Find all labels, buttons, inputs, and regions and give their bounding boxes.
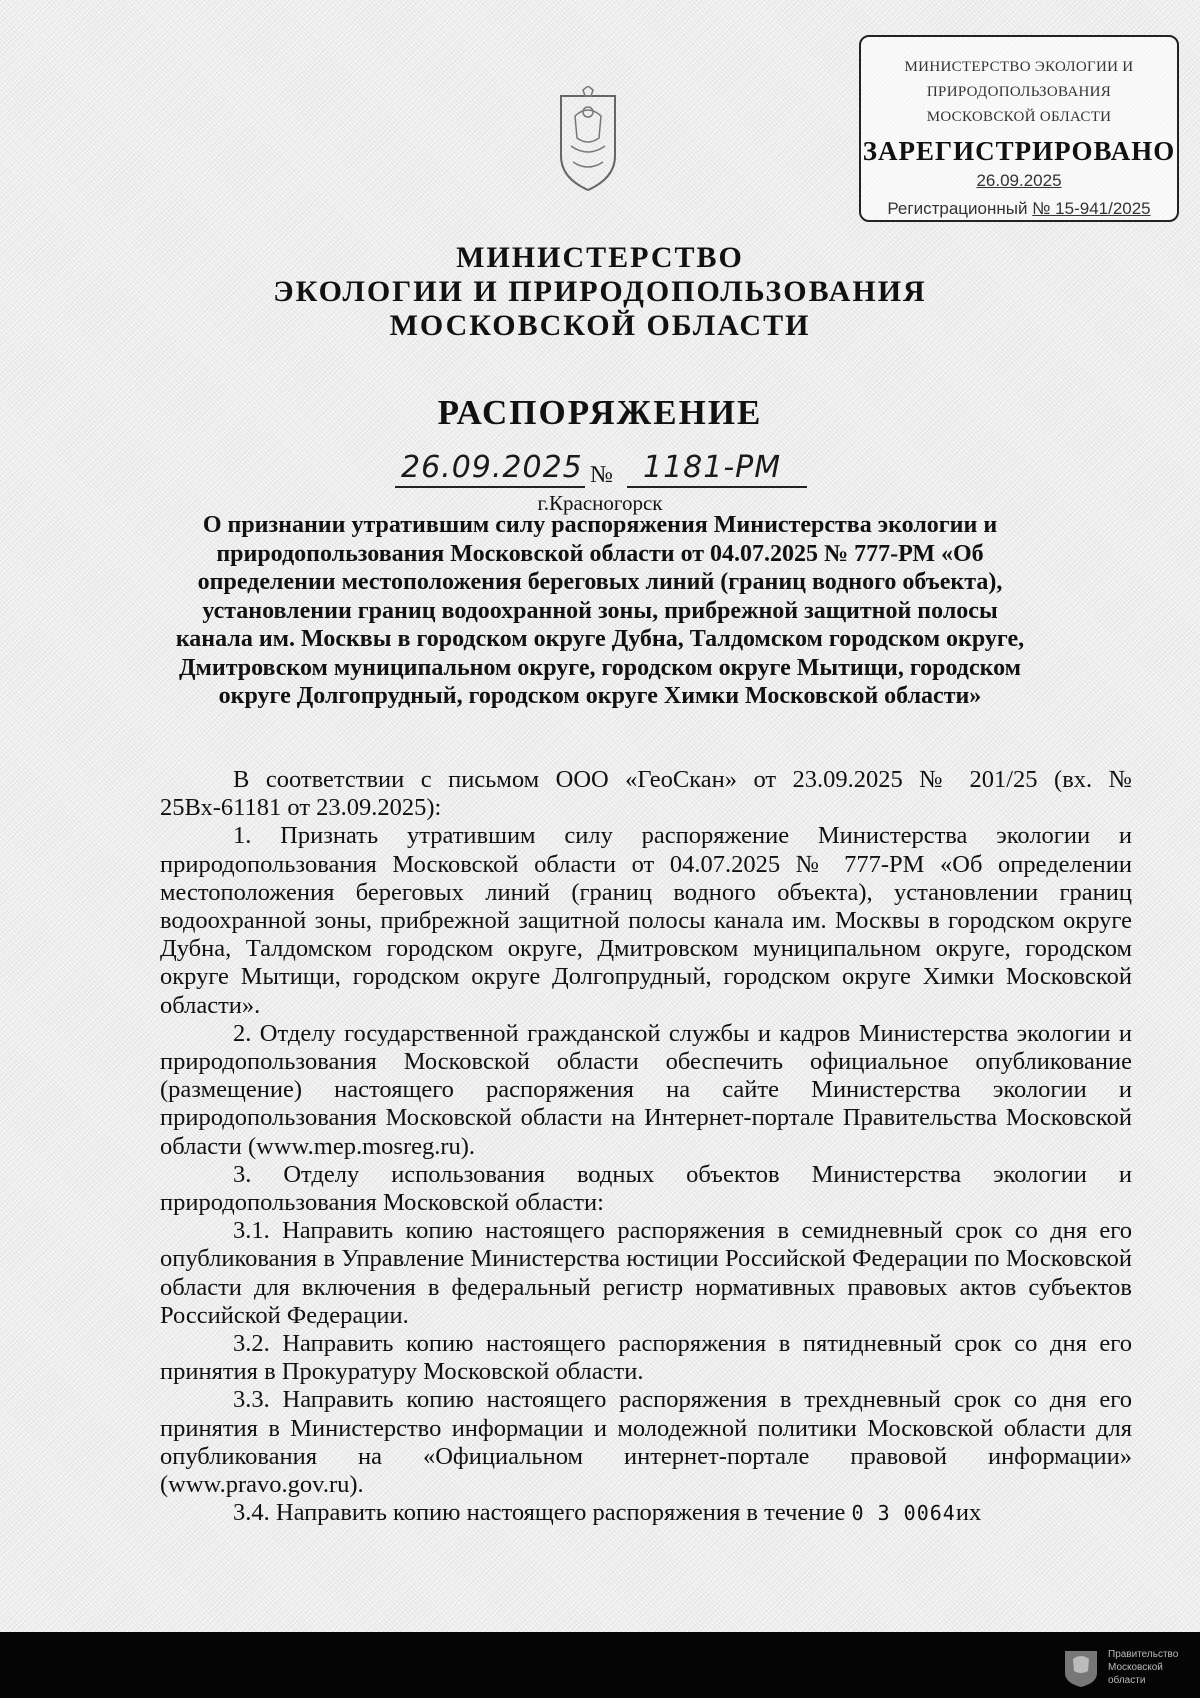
- document-body: [160, 766, 1132, 1527]
- handwritten-date: 26.09.2025: [401, 450, 583, 485]
- government-logo-icon: [1061, 1645, 1101, 1689]
- document-subject: О признании утратившим силу распоряжения Министерства экологии и природопользования Московской области от 04.07.2025 № 777-РМ «Об определении местоположения береговых линий (границ водного объекта), установлении границ водоохранной зоны, прибрежной защитной полосы канала им. Москвы в городском округе Дубна, Талдомском городском округе, Дмитровском муниципальном округе, городском округе Мытищи, городском округе Долгопрудный, городском округе Химки Московской области»: [175, 512, 1025, 709]
- paragraph: 3.3. Направить копию настоящего распоряжения в трехдневный срок со дня его принятия в Министерство информации и молодежной политики Московской области для опубликования на «Официальном интернет-портале правовой информации» (www.pravo.gov.ru).: [160, 1386, 1132, 1499]
- footer-caption: Правительство Московской области: [1108, 1649, 1179, 1686]
- paragraph: 3. Отделу использования водных объектов Министерства экологии и природопользования Московской области:: [160, 1160, 1132, 1217]
- stamp-date: 26.09.2025: [976, 171, 1062, 190]
- paragraph: 3.1. Направить копию настоящего распоряжения в семидневный срок со дня его опубликования в Управление Министерства юстиции Российской Федерации по Московской области для включения в федеральный регистр нормативных правовых актов субъектов Российской Федерации.: [160, 1217, 1132, 1329]
- paragraph: 3.4. Направить копию настоящего распоряжения в течение 0 3 0064их: [233, 1499, 982, 1527]
- date-number-line: [395, 450, 915, 490]
- number-symbol: №: [590, 462, 613, 488]
- footer-bar: [0, 1632, 1200, 1698]
- paragraph: 1. Признать утратившим силу распоряжение Министерства экологии и природопользования Московской области от 04.07.2025 № 777-РМ «Об определении местоположения береговых линий (границ водного объекта), установлении границ водоохранной зоны, прибрежной защитной полосы канала им. Москвы в городском округе Дубна, Талдомском городском округе, Дмитровском муниципальном округе, городском округе Мытищи, городском округе Долгопрудный, городском округе Химки Московской области».: [160, 822, 1132, 1019]
- document-type-title: РАСПОРЯЖЕНИЕ: [437, 393, 763, 432]
- coat-of-arms-icon: [553, 86, 623, 196]
- paragraph: 3.2. Направить копию настоящего распоряжения в пятидневный срок со дня его принятия в Прокуратуру Московской области.: [160, 1330, 1132, 1386]
- paragraph: В соответствии с письмом ООО «ГеоСкан» от 23.09.2025 № 201/25 (вх. № 25Вх-61181 от 23.09.2025):: [160, 766, 1132, 822]
- paragraph: 2. Отделу государственной гражданской службы и кадров Министерства экологии и природопользования Московской области обеспечить официальное опубликование (размещение) настоящего распоряжения на сайте Министерства экологии и природопользования Московской области на Интернет-портале Правительства Московской области (www.mep.mosreg.ru).: [160, 1019, 1132, 1160]
- ministry-name: МИНИСТЕРСТВО ЭКОЛОГИИ И ПРИРОДОПОЛЬЗОВАНИЯ МОСКОВСКОЙ ОБЛАСТИ: [273, 241, 927, 342]
- city: г.Красногорск: [537, 491, 663, 515]
- handwritten-number: 1181-РМ: [643, 450, 782, 485]
- registration-stamp: [859, 35, 1179, 222]
- stamp-organization: МИНИСТЕРСТВО ЭКОЛОГИИ И ПРИРОДОПОЛЬЗОВАНИЯ МОСКОВСКОЙ ОБЛАСТИ: [904, 59, 1134, 125]
- stamp-registered-label: ЗАРЕГИСТРИРОВАНО: [862, 136, 1176, 166]
- page-stamp-number: 0 3 0064: [851, 1501, 956, 1526]
- stamp-registration-number: Регистрационный № 15-941/2025: [887, 199, 1151, 218]
